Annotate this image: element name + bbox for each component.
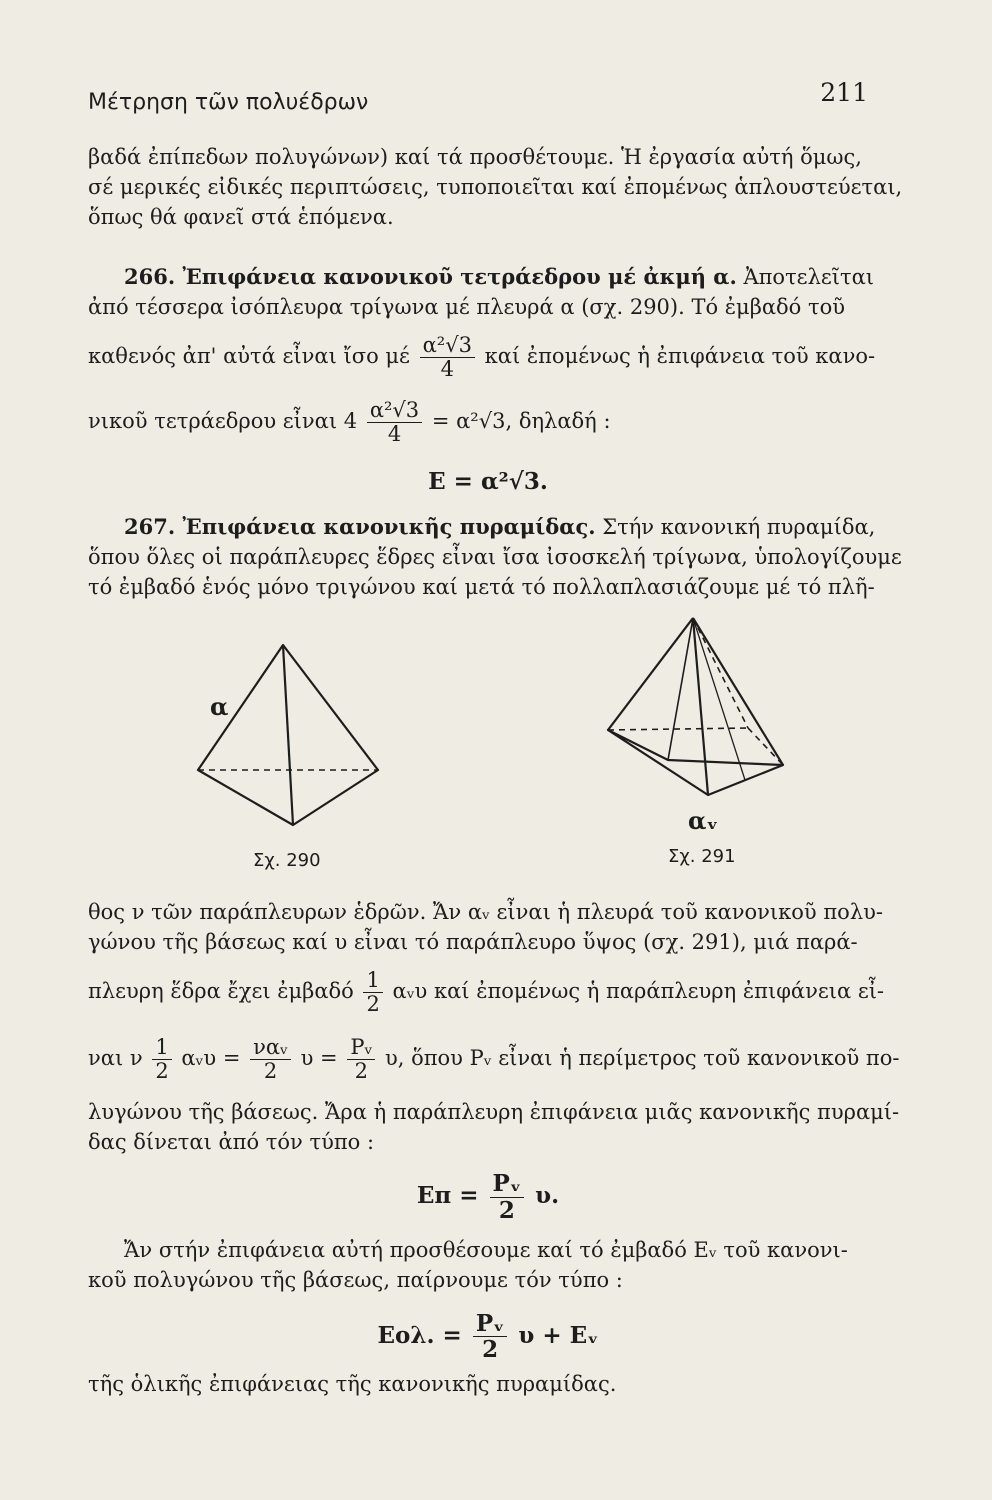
formula-lhs: Eολ. = bbox=[377, 1321, 462, 1349]
text-span: = α²√3, δηλαδή : bbox=[431, 409, 611, 434]
fraction-denominator: 2 bbox=[354, 1059, 368, 1084]
fraction-denominator: 2 bbox=[498, 1196, 515, 1224]
fig291-caption: Σχ. 291 bbox=[668, 846, 736, 867]
text-line: θος ν τῶν παράπλευρων ἑδρῶν. Ἄν αᵥ εἶναι ἡ πλευρά τοῦ κανονικοῦ πολυ- bbox=[88, 900, 883, 924]
text-line: σέ μερικές εἰδικές περιπτώσεις, τυποποιεῖται καί ἐπομένως ἁπλουστεύεται, bbox=[88, 175, 903, 199]
fraction-numerator: Pᵥ bbox=[490, 1171, 525, 1197]
formula-line bbox=[88, 969, 888, 1016]
formula-rhs: υ. bbox=[535, 1182, 560, 1210]
formula-lateral-area bbox=[88, 1171, 888, 1223]
fraction-denominator: 2 bbox=[482, 1336, 499, 1364]
text-line: δας δίνεται ἀπό τόν τύπο : bbox=[88, 1130, 375, 1155]
fraction-numerator: ναᵥ bbox=[250, 1036, 291, 1060]
fraction bbox=[367, 399, 422, 446]
text-span: αᵥυ = bbox=[181, 1046, 241, 1071]
page-header bbox=[88, 78, 868, 118]
intro-paragraph bbox=[88, 142, 903, 232]
formula-rhs: υ + Eᵥ bbox=[518, 1321, 599, 1349]
formula-total-area bbox=[88, 1311, 888, 1363]
tetrahedron-figure bbox=[178, 630, 398, 850]
text-line: Ἄν στήν ἐπιφάνεια αὐτή προσθέσουμε καί τό ἐμβαδό Eᵥ τοῦ κανονι- bbox=[124, 1237, 848, 1262]
section-266-first-line bbox=[88, 262, 888, 292]
section-267-first-line bbox=[88, 512, 888, 542]
text-line: ὅπως θά φανεῖ στά ἑπόμενα. bbox=[88, 205, 394, 229]
formula-tetrahedron-area: E = α²√3. bbox=[428, 468, 548, 496]
text-line: τῆς ὁλικῆς ἐπιφάνειας τῆς κανονικῆς πυραμίδας. bbox=[88, 1371, 617, 1396]
fig290-edge-label: α bbox=[210, 692, 229, 721]
text-line: λυγώνου τῆς βάσεως. Ἄρα ἡ παράπλευρη ἐπιφάνεια μιᾶς κανονικῆς πυραμί- bbox=[88, 1100, 900, 1125]
formula-line bbox=[88, 334, 888, 381]
section-267-heading: 267. Ἐπιφάνεια κανονικῆς πυραμίδας. bbox=[124, 514, 596, 539]
text-span: Ἀποτελεῖται bbox=[736, 265, 875, 289]
fraction bbox=[473, 1311, 508, 1363]
text-line: βαδά ἐπίπεδων πολυγώνων) καί τά προσθέτουμε. Ἡ ἐργασία αὐτή ὅμως, bbox=[88, 145, 862, 169]
section-267 bbox=[88, 512, 902, 602]
fig291-edge-label: αᵥ bbox=[688, 806, 719, 835]
fraction bbox=[363, 969, 382, 1016]
fraction-denominator: 4 bbox=[387, 422, 402, 447]
section-266 bbox=[88, 262, 888, 495]
text-span: νικοῦ τετράεδρου εἶναι 4 bbox=[88, 409, 358, 434]
text-line: τό ἐμβαδό ἑνός μόνο τριγώνου καί μετά τό πολλαπλασιάζουμε μέ τό πλῆ- bbox=[88, 575, 875, 599]
text-span: καί ἐπομένως ἡ ἐπιφάνεια τοῦ κανο- bbox=[484, 344, 876, 369]
formula-line bbox=[88, 399, 888, 446]
section-267-continued bbox=[88, 897, 900, 1399]
fraction bbox=[420, 334, 475, 381]
text-span: πλευρη ἕδρα ἔχει ἐμβαδό bbox=[88, 979, 354, 1004]
text-span: ναι ν bbox=[88, 1046, 143, 1071]
formula-line bbox=[88, 1035, 900, 1084]
text-line: κοῦ πολυγώνου τῆς βάσεως, παίρνουμε τόν τύπο : bbox=[88, 1267, 623, 1292]
text-line: ἀπό τέσσερα ἰσόπλευρα τρίγωνα μέ πλευρά α (σχ. 290). Τό ἐμβαδό τοῦ bbox=[88, 295, 846, 319]
fraction-numerator: α²√3 bbox=[367, 399, 422, 423]
text-span: Στήν κανονική πυραμίδα, bbox=[595, 515, 876, 539]
fraction-denominator: 2 bbox=[263, 1059, 278, 1084]
fraction-numerator: Pᵥ bbox=[473, 1311, 508, 1337]
formula-lhs: Eπ = bbox=[416, 1182, 479, 1210]
text-line: ὅπου ὅλες οἱ παράπλευρες ἕδρες εἶναι ἴσα ἰσοσκελή τρίγωνα, ὑπολογίζουμε bbox=[88, 545, 902, 569]
text-span: υ = bbox=[300, 1046, 338, 1071]
text-span: καθενός ἀπ' αὐτά εἶναι ἴσο μέ bbox=[88, 344, 410, 369]
text-span: υ, ὅπου Pᵥ εἶναι ἡ περίμετρος τοῦ κανονικοῦ πο- bbox=[384, 1046, 900, 1071]
fraction bbox=[347, 1036, 375, 1083]
running-head: Μέτρηση τῶν πολυέδρων bbox=[88, 90, 369, 115]
text-line: γώνου τῆς βάσεως καί υ εἶναι τό παράπλευρο ὕψος (σχ. 291), μιά παρά- bbox=[88, 930, 858, 954]
fraction bbox=[250, 1036, 291, 1083]
fraction bbox=[490, 1171, 525, 1223]
section-266-heading: 266. Ἐπιφάνεια κανονικοῦ τετράεδρου μέ ἀκμή α. bbox=[124, 264, 737, 289]
fraction-denominator: 2 bbox=[155, 1059, 169, 1084]
page-number: 211 bbox=[820, 78, 868, 107]
fraction-numerator: 1 bbox=[363, 969, 382, 993]
fraction-numerator: Pᵥ bbox=[347, 1036, 375, 1060]
fraction bbox=[152, 1036, 171, 1083]
fraction-numerator: 1 bbox=[152, 1036, 171, 1060]
fraction-denominator: 4 bbox=[440, 357, 454, 382]
fig290-caption: Σχ. 290 bbox=[253, 850, 321, 871]
fraction-numerator: α²√3 bbox=[420, 334, 475, 358]
text-span: αᵥυ καί ἐπομένως ἡ παράπλευρη ἐπιφάνεια εἶ- bbox=[392, 979, 885, 1004]
fraction-denominator: 2 bbox=[366, 992, 380, 1017]
figures-area bbox=[168, 610, 788, 880]
pyramid-figure bbox=[598, 610, 808, 820]
